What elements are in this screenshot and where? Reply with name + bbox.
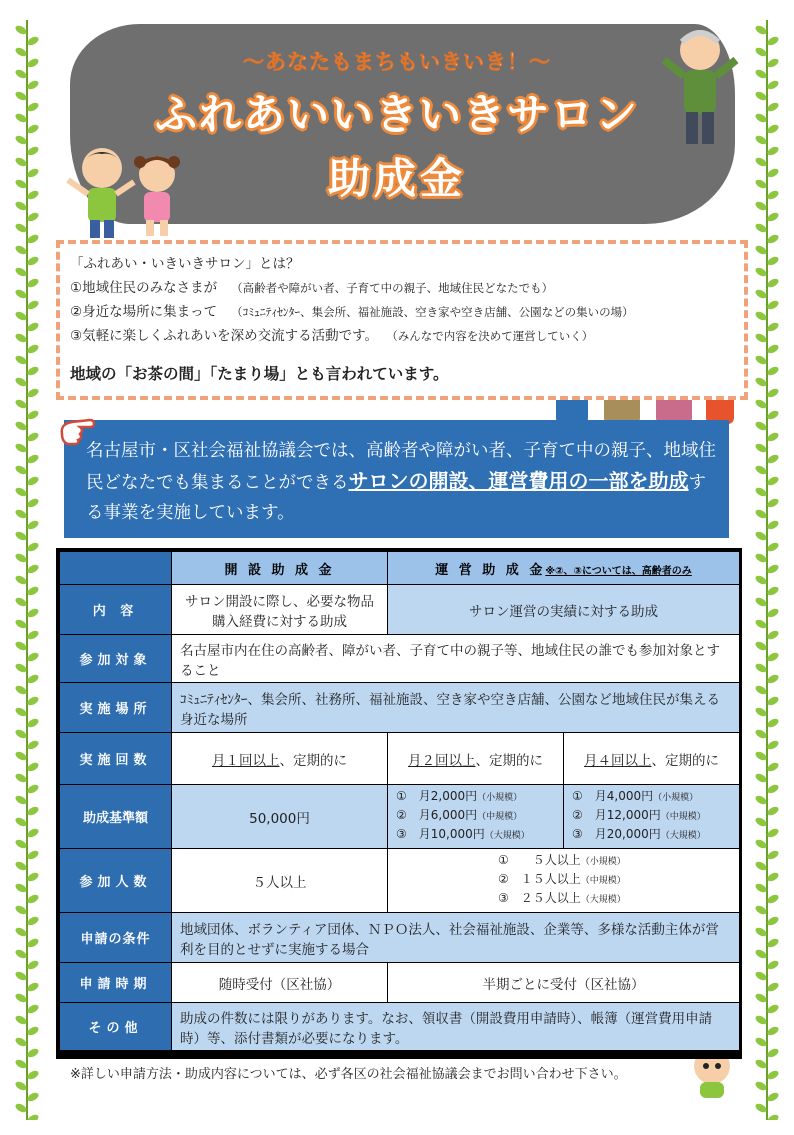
vine-leaf [26, 607, 40, 619]
point-2-note: （ｺﾐｭﾆﾃｨｾﾝﾀｰ、集会所、福祉施設、空き家や空き店舗、公園などの集いの場） [231, 305, 634, 319]
page-subtitle: ～あなたもまちもいきいき！～ [243, 50, 551, 74]
point-1-note: （高齢者や障がい者、子育て中の親子、地域住民どなたでも） [231, 281, 554, 295]
vine-leaf [14, 244, 28, 256]
vine-leaf [766, 893, 780, 905]
row-label-amount: 助成基準額 [60, 785, 172, 849]
vine-leaf [26, 849, 40, 861]
row-label-target: 参加対象 [60, 635, 172, 683]
vine-leaf [754, 596, 768, 608]
amount-ops4-item: ② 月12,000円（中規模） [572, 808, 706, 822]
vine-leaf [754, 838, 768, 850]
vine-leaf [26, 233, 40, 245]
vine-leaf [14, 332, 28, 344]
frequency-ops-2 [388, 733, 564, 785]
vine-leaf [766, 607, 780, 619]
notice-part1: 名古屋市・区社会福祉協議会では、高齢者や障がい者、子育て中の親子、地域住民どなたでも集まることができる [86, 441, 716, 493]
vine-leaf [26, 1069, 40, 1081]
salon-description-box [56, 240, 748, 400]
amount-ops4-item: ① 月4,000円（小規模） [572, 789, 699, 803]
vine-leaf [26, 651, 40, 663]
vine-leaf [14, 728, 28, 740]
vine-leaf [766, 211, 780, 223]
vine-leaf [754, 904, 768, 916]
vine-leaf [766, 783, 780, 795]
vine-leaf [754, 860, 768, 872]
vine-leaf [14, 662, 28, 674]
vine-leaf [14, 772, 28, 784]
vine-leaf [26, 761, 40, 773]
vine-leaf [754, 948, 768, 960]
frequency-setup [172, 733, 388, 785]
vine-leaf [766, 299, 780, 311]
vine-leaf [766, 981, 780, 993]
vine-leaf [766, 475, 780, 487]
vine-leaf [754, 244, 768, 256]
vine-leaf [14, 464, 28, 476]
vine-leaf [754, 552, 768, 564]
footer-note: ※詳しい申請方法・助成内容については、必ず各区の社会福祉協議会までお問い合わせ下さい。 [70, 1067, 627, 1082]
vine-leaf [26, 453, 40, 465]
vine-leaf [754, 640, 768, 652]
vine-leaf [754, 926, 768, 938]
notice-highlight: サロンの開設、運営費用の一部を助成 [348, 469, 689, 493]
vine-leaf [766, 959, 780, 971]
vine-leaf [766, 651, 780, 663]
vine-leaf [26, 299, 40, 311]
vine-leaf [14, 530, 28, 542]
vine-leaf [754, 486, 768, 498]
vine-leaf [754, 442, 768, 454]
vine-leaf [754, 508, 768, 520]
vine-leaf [14, 376, 28, 388]
point-3-main: ③気軽に楽しくふれあいを深め交流する活動です。 [70, 328, 379, 344]
salon-point-1 [70, 276, 553, 296]
vine-leaf [14, 684, 28, 696]
vine-leaf [26, 695, 40, 707]
vine-leaf [766, 871, 780, 883]
vine-leaf [26, 211, 40, 223]
vine-leaf [14, 904, 28, 916]
vine-leaf [754, 1102, 768, 1114]
vine-leaf [26, 937, 40, 949]
timing-ops: 半期ごとに受付（区社協） [388, 963, 740, 1003]
row-label-conditions: 申請の条件 [60, 913, 172, 963]
vine-leaf [14, 354, 28, 366]
vine-leaf [766, 629, 780, 641]
vine-leaf [14, 574, 28, 586]
vine-leaf [26, 1003, 40, 1015]
children-illustration [62, 140, 192, 240]
vine-leaf [766, 585, 780, 597]
frequency-ops-4 [564, 733, 740, 785]
vine-leaf [26, 673, 40, 685]
vine-leaf [766, 453, 780, 465]
vine-leaf [754, 1080, 768, 1092]
vine-leaf [26, 717, 40, 729]
vine-leaf [754, 750, 768, 762]
vine-leaf [26, 519, 40, 531]
vine-leaf [14, 1014, 28, 1026]
subsidy-table [59, 551, 740, 1051]
vine-leaf [766, 1069, 780, 1081]
vine-leaf [26, 959, 40, 971]
vine-leaf [754, 1014, 768, 1026]
vine-leaf [14, 1058, 28, 1070]
vine-leaf [754, 464, 768, 476]
vine-leaf [754, 1036, 768, 1048]
row-label-content: 内 容 [60, 585, 172, 635]
vine-leaf [26, 783, 40, 795]
vine-leaf [754, 970, 768, 982]
col-setup-header: 開 設 助 成 金 [172, 552, 388, 585]
vine-leaf [754, 354, 768, 366]
participants-setup: ５人以上 [172, 849, 388, 913]
participants-ops-item: ① ５人以上（小規模） [498, 853, 626, 867]
freq-setup-rest: 、定期的に [279, 752, 347, 769]
vine-leaf [26, 563, 40, 575]
salon-point-3 [70, 324, 593, 344]
salon-point-2 [70, 300, 634, 320]
point-3-note: （みんなで内容を決めて運営していく） [392, 329, 594, 343]
vine-leaf [26, 1113, 40, 1120]
vine-leaf [26, 475, 40, 487]
amount-ops-2 [388, 785, 564, 849]
vine-leaf [766, 497, 780, 509]
row-label-place: 実施場所 [60, 683, 172, 733]
vine-leaf [26, 871, 40, 883]
vine-leaf [26, 1025, 40, 1037]
vine-leaf [26, 365, 40, 377]
elderly-man-illustration [660, 24, 740, 154]
vine-leaf [754, 332, 768, 344]
amount-ops-4 [564, 785, 740, 849]
vine-leaf [754, 816, 768, 828]
vine-leaf [14, 222, 28, 234]
vine-leaf [26, 629, 40, 641]
notice-text [86, 436, 722, 528]
vine-leaf [14, 266, 28, 278]
point-2-main: ②身近な場所に集まって [70, 304, 218, 320]
vine-leaf [754, 398, 768, 410]
target-value: 名古屋市内在住の高齢者、障がい者、子育て中の親子等、地域住民の誰でも参加対象とすること [172, 635, 740, 683]
vine-leaf [26, 321, 40, 333]
vine-leaf [26, 541, 40, 553]
col-ops-label: 運 営 助 成 金 [435, 562, 546, 578]
page-title-subsidy: 助成金 [327, 154, 466, 203]
vine-leaf [766, 1025, 780, 1037]
vine-leaf [766, 761, 780, 773]
col-ops-header [388, 552, 740, 585]
row-label-other: その他 [60, 1003, 172, 1051]
vine-leaf [766, 937, 780, 949]
vine-leaf [14, 706, 28, 718]
vine-leaf [26, 739, 40, 751]
vine-leaf [14, 442, 28, 454]
vine-leaf [26, 827, 40, 839]
vine-leaf [14, 24, 28, 36]
freq-setup-min: 月１回以上 [212, 752, 280, 769]
vine-leaf [754, 618, 768, 630]
vine-leaf [766, 321, 780, 333]
vine-leaf [26, 981, 40, 993]
vine-leaf [14, 1102, 28, 1114]
content-ops: サロン運営の実績に対する助成 [388, 585, 740, 635]
vine-leaf [766, 673, 780, 685]
vine-leaf [14, 486, 28, 498]
vine-leaf [766, 739, 780, 751]
other-value: 助成の件数には限りがあります。なお、領収書（開設費用申請時）、帳簿（運営費用申請時）等、添付書類が必要になります。 [172, 1003, 740, 1051]
row-label-frequency: 実施回数 [60, 733, 172, 785]
vine-leaf [26, 585, 40, 597]
content-setup: サロン開設に際し、必要な物品購入経費に対する助成 [172, 585, 388, 635]
notice-part2: する事業を実施しています。 [86, 473, 706, 523]
timing-setup: 随時受付（区社協） [172, 963, 388, 1003]
vine-leaf [754, 772, 768, 784]
vine-leaf [26, 893, 40, 905]
subsidy-table-frame [56, 548, 742, 1059]
vine-leaf [26, 805, 40, 817]
vine-leaf [754, 376, 768, 388]
vine-leaf [766, 255, 780, 267]
salon-emphasis: 地域の「お茶の間」「たまり場」とも言われています。 [70, 365, 449, 383]
vine-leaf [754, 662, 768, 674]
vine-leaf [766, 1047, 780, 1059]
vine-leaf [766, 431, 780, 443]
vine-leaf [754, 794, 768, 806]
vine-leaf [14, 948, 28, 960]
vine-leaf [766, 365, 780, 377]
vine-leaf [766, 1113, 780, 1120]
freq-ops4-min: 月４回以上 [584, 752, 652, 769]
vine-leaf [754, 1058, 768, 1070]
vine-leaf [754, 706, 768, 718]
notice-box [64, 420, 729, 538]
vine-leaf [26, 431, 40, 443]
vine-leaf [766, 519, 780, 531]
vine-leaf [754, 310, 768, 322]
amount-ops2-item: ② 月6,000円（中規模） [396, 808, 523, 822]
vine-leaf [14, 1080, 28, 1092]
vine-leaf [766, 827, 780, 839]
amount-setup: 50,000円 [172, 785, 388, 849]
vine-leaf [14, 750, 28, 762]
freq-ops2-min: 月２回以上 [408, 752, 476, 769]
vine-leaf [14, 992, 28, 1004]
col-ops-note: ※②、③については、高齢者のみ [545, 565, 692, 577]
vine-leaf [766, 387, 780, 399]
vine-leaf [26, 343, 40, 355]
vine-leaf [766, 343, 780, 355]
vine-leaf [14, 860, 28, 872]
vine-leaf [766, 805, 780, 817]
freq-ops2-rest: 、定期的に [475, 752, 543, 769]
vine-leaf [766, 695, 780, 707]
vine-leaf [14, 288, 28, 300]
vine-leaf [754, 728, 768, 740]
freq-ops4-rest: 、定期的に [651, 752, 719, 769]
conditions-value: 地域団体、ボランティア団体、ＮＰＯ法人、社会福祉施設、企業等、多様な活動主体が営利を目的とせずに実施する場合 [172, 913, 740, 963]
vine-leaf [766, 409, 780, 421]
vine-leaf [14, 552, 28, 564]
pointing-hand-icon [58, 412, 98, 452]
vine-leaf [754, 420, 768, 432]
vine-leaf [14, 882, 28, 894]
vine-leaf [26, 1047, 40, 1059]
vine-leaf [754, 266, 768, 278]
amount-ops2-item: ① 月2,000円（小規模） [396, 789, 523, 803]
vine-leaf [766, 233, 780, 245]
vine-leaf [26, 1091, 40, 1103]
vine-leaf [14, 926, 28, 938]
vine-leaf [754, 992, 768, 1004]
amount-ops4-item: ③ 月20,000円（大規模） [572, 827, 706, 841]
table-corner [60, 552, 172, 585]
vine-leaf [14, 838, 28, 850]
vine-leaf [26, 387, 40, 399]
participants-ops [388, 849, 740, 913]
vine-leaf [754, 288, 768, 300]
vine-leaf [26, 915, 40, 927]
vine-leaf [26, 255, 40, 267]
participants-ops-item: ② １５人以上（中規模） [498, 872, 626, 886]
vine-leaf [14, 970, 28, 982]
vine-leaf [766, 563, 780, 575]
vine-leaf [766, 277, 780, 289]
vine-leaf [754, 530, 768, 542]
vine-leaf [14, 310, 28, 322]
row-label-participants: 参加人数 [60, 849, 172, 913]
vine-leaf [14, 508, 28, 520]
vine-leaf [754, 24, 768, 36]
vine-leaf [754, 882, 768, 894]
vine-leaf [14, 794, 28, 806]
row-label-timing: 申請時期 [60, 963, 172, 1003]
participants-ops-item: ③ ２５人以上（大規模） [498, 891, 626, 905]
point-1-main: ①地域住民のみなさまが [70, 280, 218, 296]
vine-leaf [26, 409, 40, 421]
vine-leaf [26, 277, 40, 289]
vine-leaf [766, 849, 780, 861]
amount-ops2-item: ③ 月10,000円（大規模） [396, 827, 530, 841]
salon-question: 「ふれあい・いきいきサロン」とは？ [70, 256, 300, 272]
vine-leaf [26, 497, 40, 509]
vine-leaf [14, 596, 28, 608]
vine-leaf [754, 222, 768, 234]
vine-leaf [754, 574, 768, 586]
vine-leaf [14, 816, 28, 828]
vine-leaf [14, 398, 28, 410]
vine-leaf [14, 640, 28, 652]
vine-leaf [754, 684, 768, 696]
vine-leaf [766, 1091, 780, 1103]
vine-leaf [14, 1036, 28, 1048]
vine-leaf [766, 717, 780, 729]
vine-leaf [766, 915, 780, 927]
vine-leaf [766, 541, 780, 553]
vine-leaf [14, 618, 28, 630]
vine-leaf [14, 420, 28, 432]
page-title: ふれあいいきいきサロン [154, 90, 639, 139]
place-value: ｺﾐｭﾆﾃｨｾﾝﾀｰ、集会所、社務所、福祉施設、空き家や空き店舗、公園など地域住民が集える身近な場所 [172, 683, 740, 733]
vine-leaf [766, 1003, 780, 1015]
